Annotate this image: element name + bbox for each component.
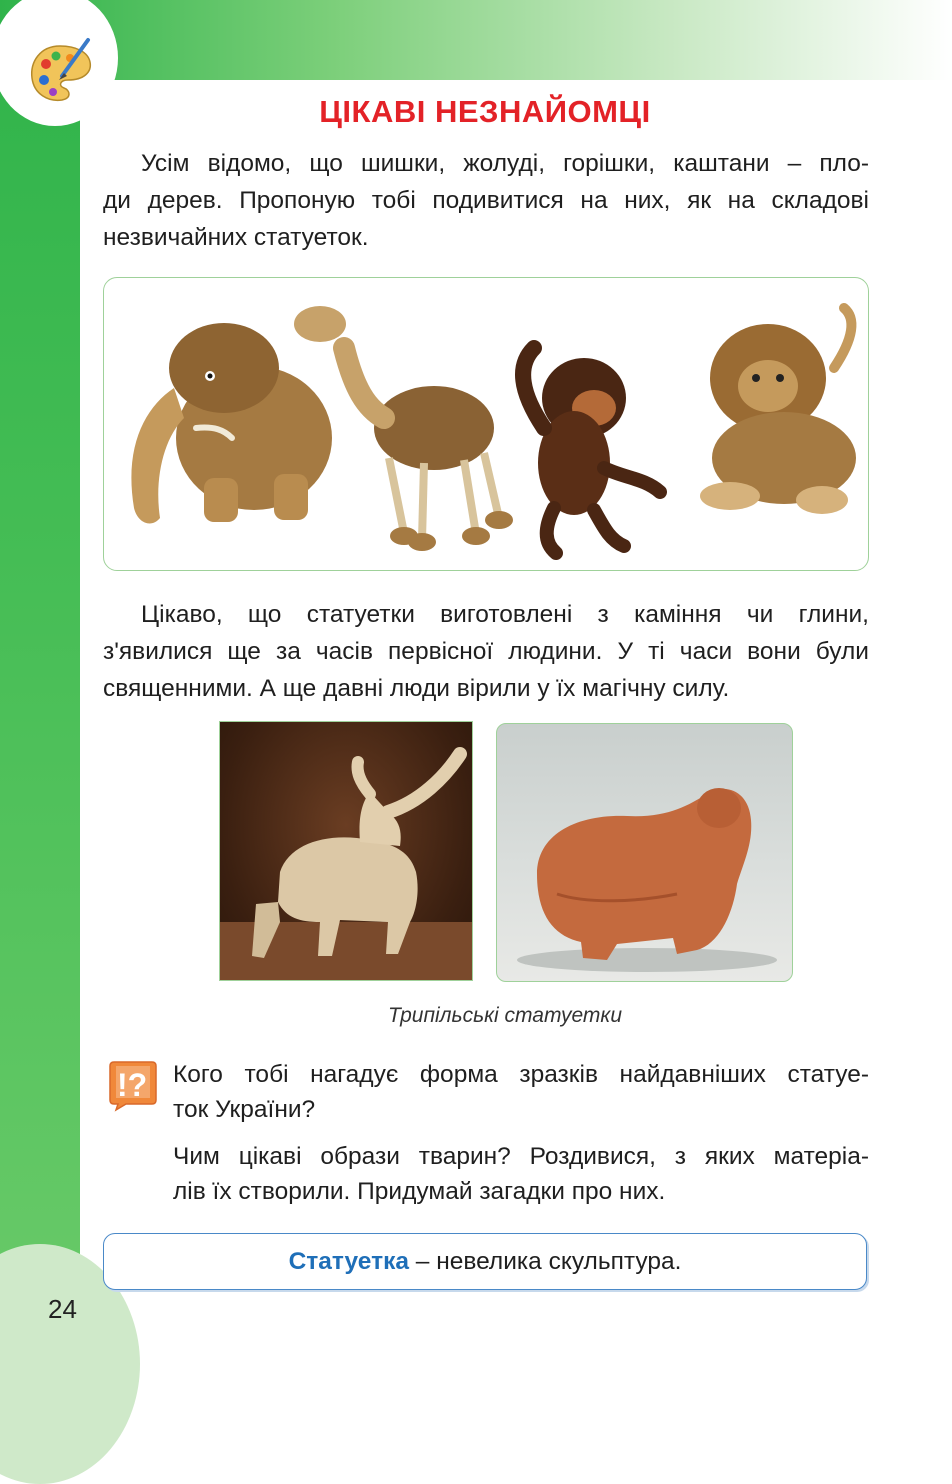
top-color-band: [0, 0, 952, 80]
question-1: [173, 1057, 869, 1127]
trypillia-clay-animal-photo: [496, 723, 793, 982]
svg-text:!?: !?: [117, 1067, 148, 1103]
paragraph-line: незвичайних статуеток.: [103, 224, 369, 251]
question-line: Чим цікаві образи тварин? Роздивися, з яких матеріа-: [173, 1143, 869, 1170]
question-2: [173, 1139, 869, 1209]
figure-caption: Трипільські статуетки: [387, 1004, 623, 1027]
trypillia-bull-figurine-photo: [219, 721, 473, 981]
lion-figurine-image: [700, 308, 856, 514]
question-exclamation-icon: [106, 1058, 158, 1112]
definition-term: Статуетка: [288, 1248, 409, 1275]
nature-figurines-photo: [103, 277, 869, 571]
page-number: 24: [48, 1294, 77, 1324]
definition-box: [103, 1233, 867, 1290]
paragraph-line: священними. А ще давні люди вірили у їх магічну силу.: [103, 675, 730, 702]
intro-paragraph: [103, 145, 869, 256]
page-title: ЦІКАВІ НЕЗНАЙОМЦІ: [319, 94, 651, 129]
history-paragraph: [103, 596, 869, 707]
question-line: Кого тобі нагадує форма зразків найдавніших статуе-: [173, 1061, 869, 1088]
paragraph-line: Усім відомо, що шишки, жолуді, горішки, каштани – пло-: [141, 150, 869, 177]
left-color-band: [0, 0, 80, 1394]
question-line: ток України?: [173, 1096, 316, 1123]
paragraph-line: Цікаво, що статуетки виготовлені з каміння чи глини,: [141, 601, 869, 628]
monkey-figurine-image: [523, 348, 660, 553]
paragraph-line: ди дерев. Пропоную тобі подивитися на них, як на складові: [103, 187, 869, 214]
mammoth-figurine-image: [131, 323, 332, 523]
question-line: лів їх створили. Придумай загадки про них.: [173, 1178, 666, 1205]
definition-text: – невелика скульптура.: [408, 1248, 682, 1275]
paragraph-line: з'явилися ще за часів первісної людини. У ті часи вони були: [103, 638, 869, 665]
